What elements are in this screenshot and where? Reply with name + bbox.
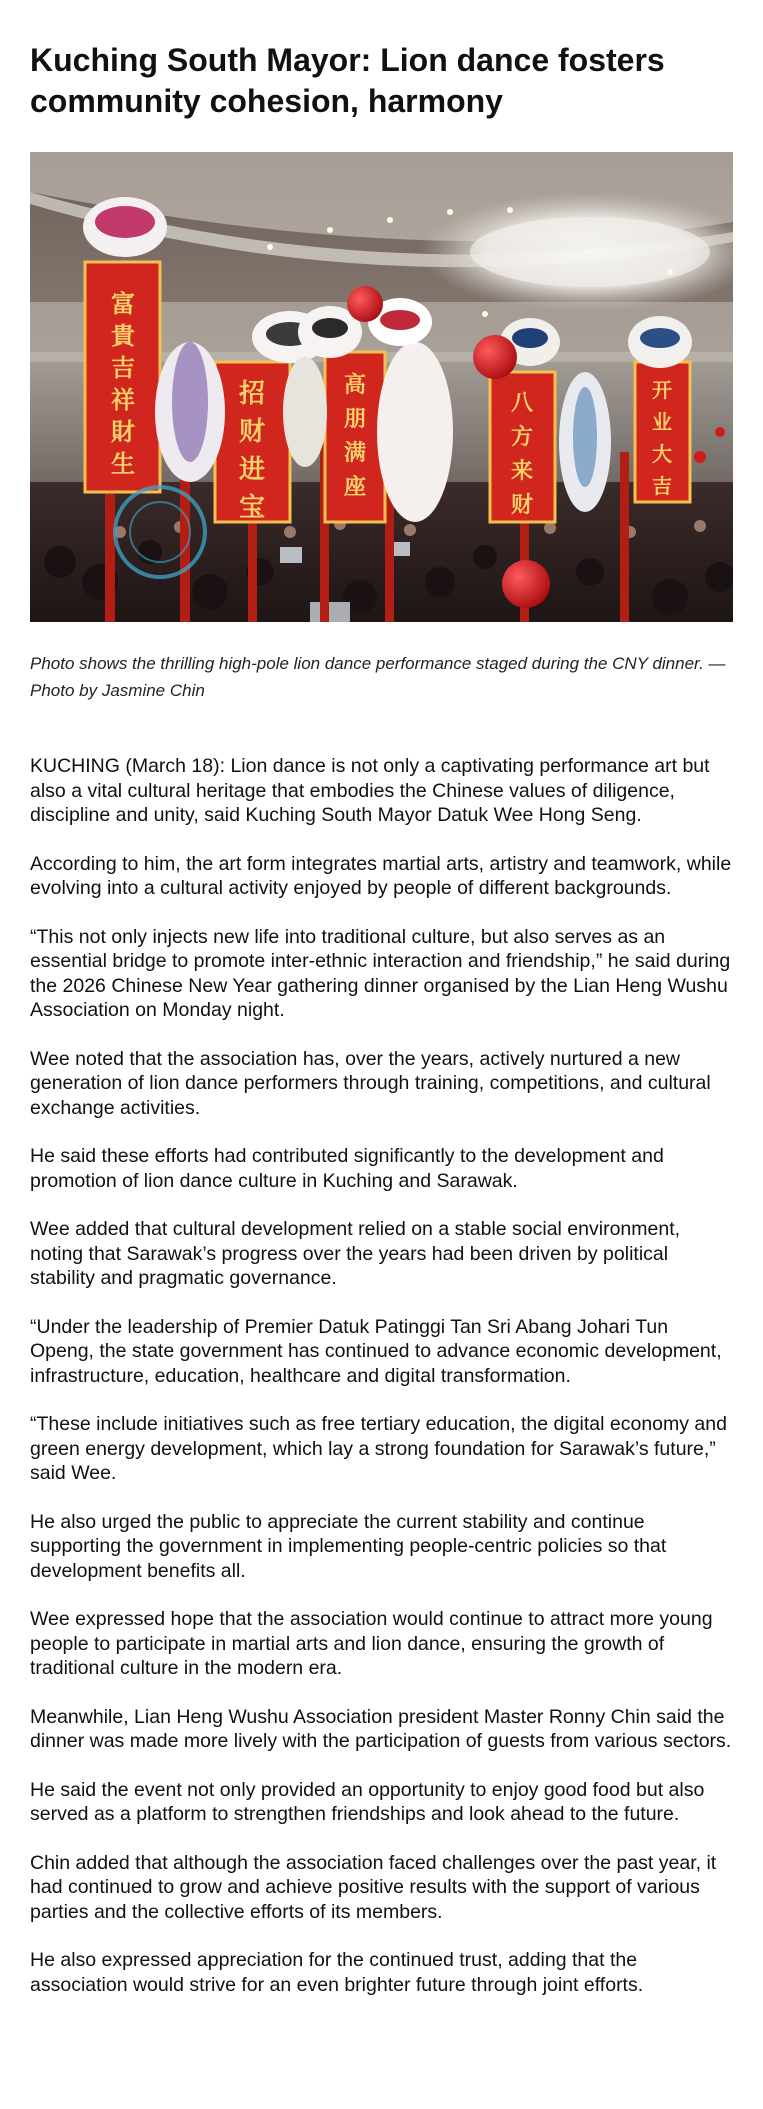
svg-text:招: 招 bbox=[238, 379, 266, 409]
article-paragraph: KUCHING (March 18): Lion dance is not only a captivating performance art but also a vital cultural heritage that embodies the Chinese values of diligence, discipline and unity, said Kuching South Mayor Datuk Wee Hong Seng. bbox=[30, 755, 710, 826]
article-paragraph: He also expressed appreciation for the continued trust, adding that the association would strive for an even brighter future through joint efforts. bbox=[30, 1949, 644, 1996]
svg-text:业: 业 bbox=[652, 410, 672, 434]
article-paragraph: Wee expressed hope that the association would continue to attract more young people to participate in martial arts and lion dance, ensuring the growth of traditional culture in the modern era. bbox=[30, 1608, 713, 1679]
svg-text:八: 八 bbox=[510, 391, 534, 416]
svg-text:富: 富 bbox=[111, 290, 135, 318]
article-paragraph: Wee noted that the association has, over the years, actively nurtured a new generation of lion dance performers through training, competitions, and cultural exchange activities. bbox=[30, 1047, 711, 1119]
svg-text:吉: 吉 bbox=[652, 474, 672, 498]
article-paragraph: He said these efforts had contributed significantly to the development and promotion of lion dance culture in Kuching and Sarawak. bbox=[30, 1145, 664, 1192]
article-paragraph: “This not only injects new life into traditional culture, but also serves as an essential bridge to promote inter-ethnic interaction and friendship,” he said during the 2026 Chinese New Year gathering dinner organised by the Lian Heng Wushu Association on Monday night. bbox=[30, 925, 731, 1021]
article-headline: Kuching South Mayor: Lion dance fosters community cohesion, harmony bbox=[30, 42, 665, 119]
svg-text:进: 进 bbox=[238, 455, 266, 485]
svg-text:宝: 宝 bbox=[238, 493, 266, 523]
svg-text:满: 满 bbox=[343, 441, 367, 466]
svg-text:大: 大 bbox=[652, 442, 672, 466]
svg-text:开: 开 bbox=[652, 378, 672, 402]
svg-text:座: 座 bbox=[343, 475, 367, 500]
svg-text:高: 高 bbox=[343, 373, 367, 398]
article-paragraph: According to him, the art form integrates martial arts, artistry and teamwork, while evolving into a cultural activity enjoyed by people of different backgrounds. bbox=[30, 852, 732, 899]
photo-caption: Photo shows the thrilling high-pole lion dance performance staged during the CNY dinner. — Photo by Jasmine Chin bbox=[30, 654, 726, 700]
svg-text:来: 来 bbox=[510, 459, 534, 484]
article-photo bbox=[30, 152, 733, 622]
article-paragraph: “These include initiatives such as free tertiary education, the digital economy and green energy development, which lay a strong foundation for Sarawak’s future,” said Wee. bbox=[30, 1413, 727, 1484]
svg-text:貴: 貴 bbox=[111, 322, 135, 350]
lion-dance-photo bbox=[30, 152, 733, 622]
article-paragraph: Meanwhile, Lian Heng Wushu Association president Master Ronny Chin said the dinner was made more lively with the participation of guests from various sectors. bbox=[30, 1705, 732, 1752]
svg-text:朋: 朋 bbox=[343, 407, 367, 432]
svg-text:祥: 祥 bbox=[111, 386, 135, 414]
svg-text:生: 生 bbox=[111, 450, 135, 478]
svg-text:财: 财 bbox=[510, 493, 534, 518]
article-paragraph: Chin added that although the association faced challenges over the past year, it had continued to grow and achieve positive results with the support of various parties and the collective efforts of its members. bbox=[30, 1851, 717, 1923]
article-paragraph: “Under the leadership of Premier Datuk Patinggi Tan Sri Abang Johari Tun Openg, the state government has continued to advance economic development, infrastructure, education, healthcare and digital transformation. bbox=[30, 1315, 722, 1387]
svg-text:方: 方 bbox=[510, 425, 534, 450]
svg-text:吉: 吉 bbox=[111, 354, 135, 382]
article-paragraph: He said the event not only provided an opportunity to enjoy good food but also served as a platform to strengthen friendships and look ahead to the future. bbox=[30, 1778, 705, 1825]
news-article bbox=[30, 0, 733, 1997]
svg-text:财: 财 bbox=[238, 417, 266, 447]
article-paragraph: He also urged the public to appreciate the current stability and continue supporting the government in implementing people-centric policies so that development benefits all. bbox=[30, 1510, 667, 1582]
svg-text:財: 財 bbox=[111, 418, 135, 446]
article-paragraph: Wee added that cultural development relied on a stable social environment, noting that Sarawak’s progress over the years had been driven by political stability and pragmatic governance. bbox=[30, 1218, 681, 1289]
article-body bbox=[30, 754, 733, 1997]
